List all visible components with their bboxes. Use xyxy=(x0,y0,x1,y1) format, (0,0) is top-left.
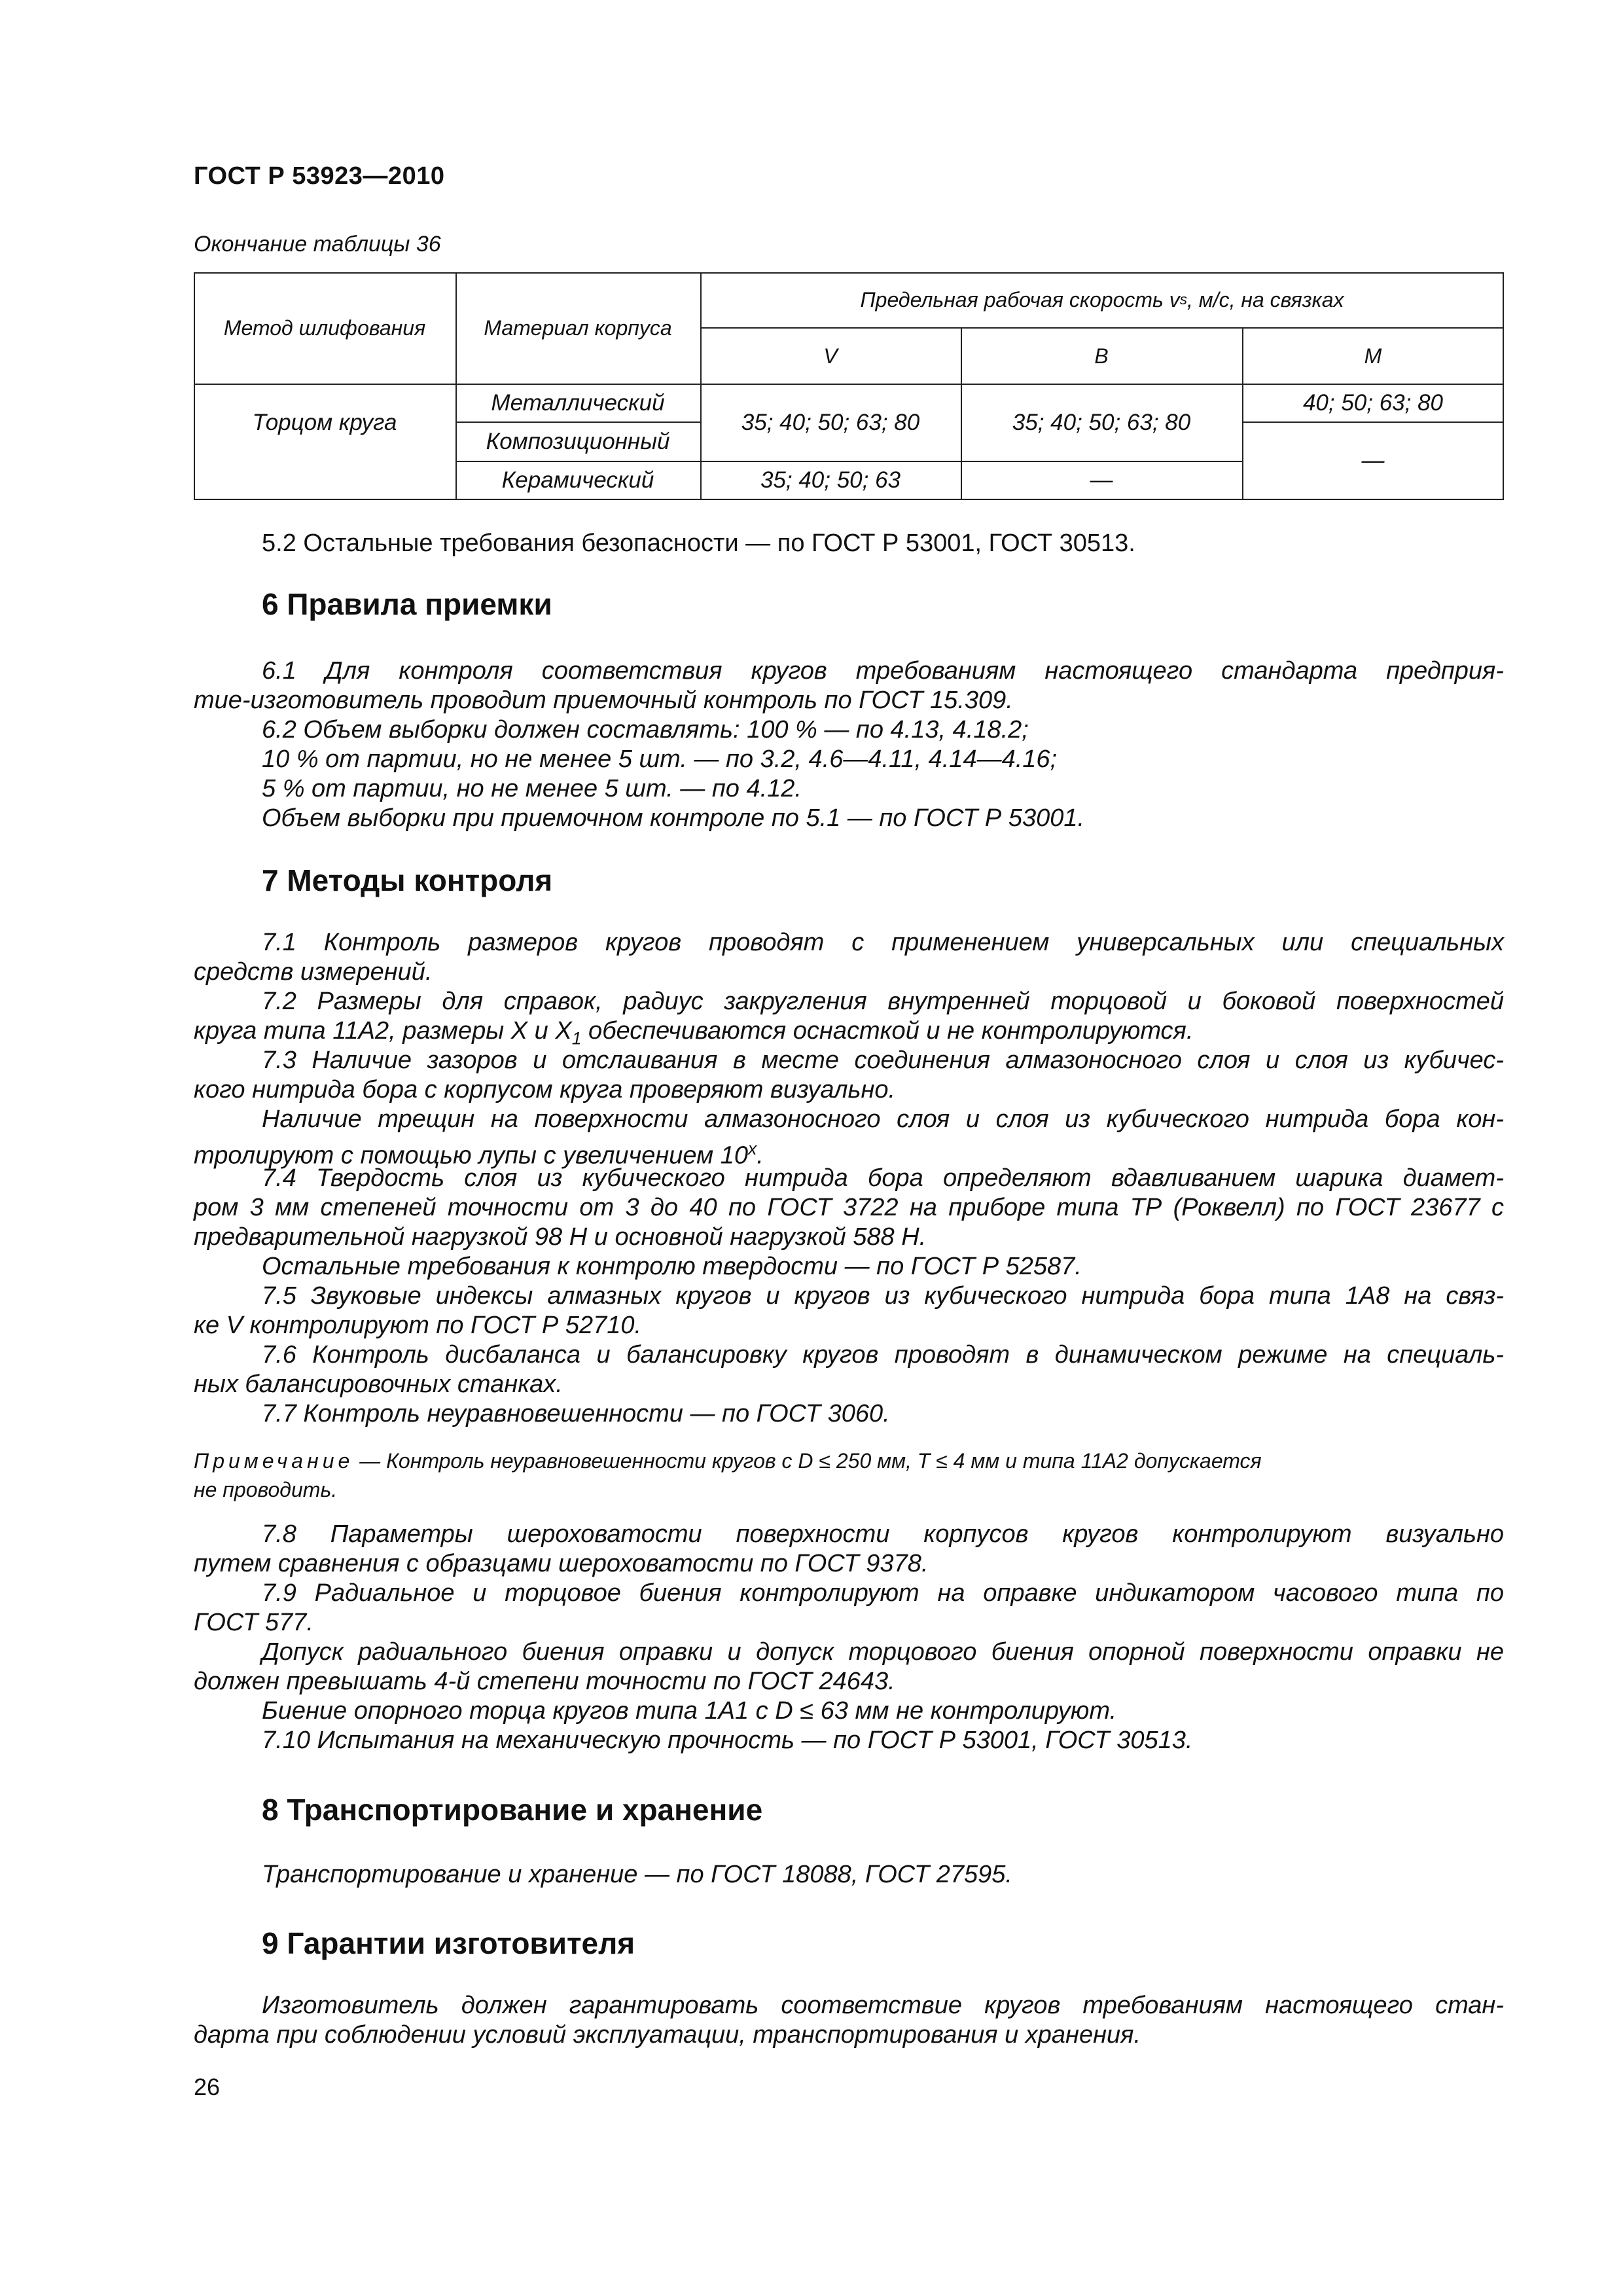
para-7-5-a: 7.5 Звуковые индексы алмазных кругов и кругов из кубического нитрида бора типа 1А8 на связ- xyxy=(262,1282,1504,1310)
para-7-2-a: 7.2 Размеры для справок, радиус закругления внутренней торцовой и боковой поверхностей xyxy=(262,988,1504,1015)
para-9-1-b: дарта при соблюдении условий эксплуатации, транспортирования и хранения. xyxy=(194,2021,1141,2049)
note-7-7-b: не проводить. xyxy=(194,1478,338,1501)
header-method: Метод шлифования xyxy=(223,315,426,340)
para-8-1: Транспортирование и хранение — по ГОСТ 18088, ГОСТ 27595. xyxy=(262,1861,1012,1888)
material-metal: Металлический xyxy=(491,389,665,416)
para-7-3-b: кого нитрида бора с корпусом круга проверяют визуально. xyxy=(194,1076,896,1103)
table-caption: Окончание таблицы 36 xyxy=(194,232,441,257)
material-composite: Композиционный xyxy=(486,428,670,454)
note-label: Примечание xyxy=(194,1449,354,1473)
v-ceramic: 35; 40; 50; 63 xyxy=(760,467,901,493)
b-metal-composite: 35; 40; 50; 63; 80 xyxy=(1012,409,1191,435)
para-7-4-d: Остальные требования к контролю твердости — по ГОСТ Р 52587. xyxy=(262,1253,1082,1280)
method-cell: Торцом круга xyxy=(252,409,397,435)
m-composite-ceramic: — xyxy=(1361,447,1385,473)
speed-table xyxy=(194,272,1504,500)
note-7-7 xyxy=(194,1446,1504,1475)
m-metal: 40; 50; 63; 80 xyxy=(1302,389,1444,416)
section-6-heading: 6 Правила приемки xyxy=(262,587,552,621)
header-speed-sub: s xyxy=(1179,291,1187,308)
header-speed xyxy=(700,272,1504,327)
page-number: 26 xyxy=(194,2073,221,2100)
section-7-heading: 7 Методы контроля xyxy=(262,863,553,897)
document-code-header: ГОСТ Р 53923—2010 xyxy=(194,162,445,190)
para-7-9-a: 7.9 Радиальное и торцовое биения контролируют на оправке индикатором часового типа по xyxy=(262,1579,1504,1607)
para-7-4-c: предварительной нагрузкой 98 Н и основной нагрузкой 588 Н. xyxy=(194,1223,927,1251)
para-7-9-e: Биение опорного торца кругов типа 1А1 с D ≤ 63 мм не контролируют. xyxy=(262,1697,1117,1725)
header-bond-v: V xyxy=(823,344,838,368)
para-6-2-c: 5 % от партии, но не менее 5 шт. — по 4.12. xyxy=(262,775,802,802)
para-7-3-d-pre: тролируют с помощью лупы с увеличением 10 xyxy=(194,1141,748,1170)
para-7-9-c: Допуск радиального биения оправки и допуск торцового биения опорной поверхности оправки не xyxy=(262,1638,1504,1666)
para-6-2-d: Объем выборки при приемочном контроле по 5.1 — по ГОСТ Р 53001. xyxy=(262,804,1085,832)
para-7-1-b: средств измерений. xyxy=(194,958,433,986)
para-7-5-b: ке V контролируют по ГОСТ Р 52710. xyxy=(194,1312,642,1339)
para-7-3-a: 7.3 Наличие зазоров и отслаивания в месте соединения алмазоносного слоя и слоя из кубичес- xyxy=(262,1047,1504,1074)
para-9-1-a: Изготовитель должен гарантировать соответствие кругов требованиям настоящего стан- xyxy=(262,1992,1504,2019)
para-7-4-b: ром 3 мм степеней точности от 3 до 40 по ГОСТ 3722 на приборе типа ТР (Роквелл) по ГОСТ 23677 с xyxy=(194,1194,1504,1221)
note-text-a: — Контроль неуравновешенности кругов с D ≤ 250 мм, T ≤ 4 мм и типа 11А2 допускается xyxy=(353,1449,1262,1473)
para-7-3-c: Наличие трещин на поверхности алмазоносного слоя и слоя из кубического нитрида бора кон- xyxy=(262,1105,1504,1133)
header-material: Материал корпуса xyxy=(484,315,672,340)
header-bond-b: В xyxy=(1094,344,1109,368)
para-7-8-b: путем сравнения с образцами шероховатости по ГОСТ 9378. xyxy=(194,1550,929,1577)
header-bond-m: М xyxy=(1364,344,1382,368)
para-7-6-a: 7.6 Контроль дисбаланса и балансировку кругов проводят в динамическом режиме на специаль- xyxy=(262,1341,1504,1369)
para-7-8-a: 7.8 Параметры шероховатости поверхности корпусов кругов контролируют визуально xyxy=(262,1520,1504,1548)
para-7-10: 7.10 Испытания на механическую прочность — по ГОСТ Р 53001, ГОСТ 30513. xyxy=(262,1727,1193,1754)
para-7-3-d-sup: x xyxy=(747,1139,757,1158)
para-6-1-line2: тие-изготовитель проводит приемочный контроль по ГОСТ 15.309. xyxy=(194,687,1013,714)
para-7-9-b: ГОСТ 577. xyxy=(194,1609,313,1636)
para-6-2-b: 10 % от партии, но не менее 5 шт. — по 3.2, 4.6—4.11, 4.14—4.16; xyxy=(262,745,1058,773)
header-speed-prefix: Предельная рабочая скорость v xyxy=(860,287,1180,312)
para-6-1-line1: 6.1 Для контроля соответствия кругов требованиям настоящего стандарта предприя- xyxy=(262,657,1504,685)
para-7-2-b-post: обеспечиваются оснасткой и не контролируются. xyxy=(581,1017,1194,1045)
para-7-6-b: ных балансировочных станках. xyxy=(194,1371,563,1398)
para-7-4-a: 7.4 Твердость слоя из кубического нитрида бора определяют вдавливанием шарика диамет- xyxy=(262,1164,1504,1192)
material-ceramic: Керамический xyxy=(501,467,654,493)
section-8-heading: 8 Транспортирование и хранение xyxy=(262,1793,763,1827)
para-7-3-d-post: . xyxy=(757,1141,764,1170)
para-6-2: 6.2 Объем выборки должен составлять: 100 % — по 4.13, 4.18.2; xyxy=(262,716,1029,744)
para-5-2: 5.2 Остальные требования безопасности — по ГОСТ Р 53001, ГОСТ 30513. xyxy=(262,529,1135,557)
para-7-2-b-pre: круга типа 11А2, размеры X и X xyxy=(194,1017,572,1045)
section-9-heading: 9 Гарантии изготовителя xyxy=(262,1926,635,1960)
b-ceramic: — xyxy=(1090,467,1113,493)
para-7-2-b-sub: 1 xyxy=(571,1028,582,1049)
header-speed-suffix: , м/с, на связках xyxy=(1186,287,1344,312)
v-metal-composite: 35; 40; 50; 63; 80 xyxy=(741,409,920,435)
para-7-9-d: должен превышать 4-й степени точности по ГОСТ 24643. xyxy=(194,1668,895,1695)
para-7-1-a: 7.1 Контроль размеров кругов проводят с применением универсальных или специальных xyxy=(262,929,1504,956)
para-7-7: 7.7 Контроль неуравновешенности — по ГОСТ 3060. xyxy=(262,1400,890,1427)
